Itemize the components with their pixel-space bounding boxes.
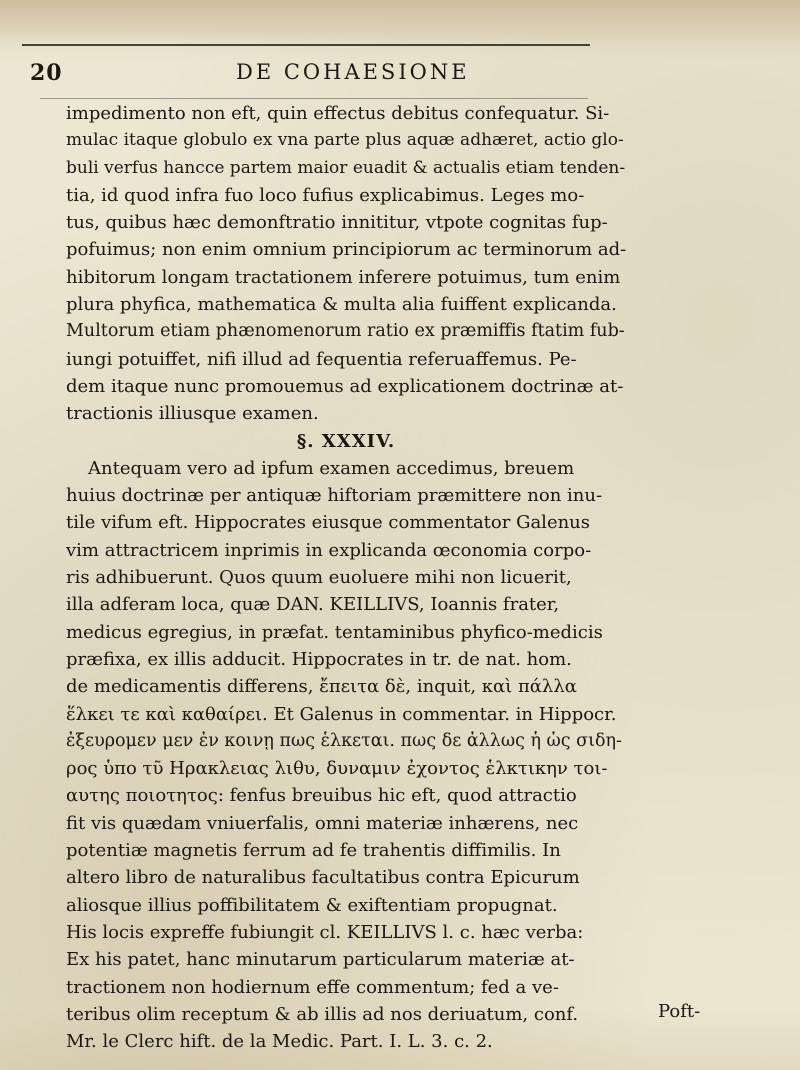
text-line: huius doctrinæ per antiquæ hiftoriam præmittere non inu- (66, 485, 603, 507)
text-line: aliosque illius poffibilitatem & exiftentiam propugnat. (66, 894, 558, 916)
text-line: vim attractricem inprimis in explicanda œconomia corpo- (66, 539, 592, 561)
text-line: ρος ὑπο τῦ Ηρακλειας λιθυ, δυναμιν ἐχοντος ἑλκτικην τοι- (66, 758, 608, 780)
text-line: Ex his patet, hanc minutarum particularum materiæ at- (66, 949, 575, 971)
text-line: dem itaque nunc promouemus ad explicationem doctrinæ at- (66, 375, 624, 397)
text-line: Mr. le Clerc hift. de la Medic. Part. I. L. 3. c. 2. (66, 1031, 493, 1053)
text-line: potentiæ magnetis ferrum ad fe trahentis diffimilis. In (66, 840, 561, 862)
text-line: plura phyfica, mathematica & multa alia fuiffent explicanda. (66, 294, 617, 316)
text-line: pofuimus; non enim omnium principiorum ac terminorum ad- (66, 239, 626, 261)
text-line: præfixa, ex illis adducit. Hippocrates in tr. de nat. hom. (66, 648, 572, 670)
text-line: hibitorum longam tractationem inferere potuimus, tum enim (66, 266, 621, 288)
text-line: iungi potuiffet, nifi illud ad fequentia referuaffemus. Pe- (66, 348, 577, 370)
page-top-edge (0, 0, 800, 42)
catch-word: Poft- (658, 1001, 701, 1022)
text-line: ris adhibuerunt. Quos quum euoluere mihi non licuerit, (66, 567, 572, 589)
body-rule (40, 98, 588, 99)
text-line: fit vis quædam vniuerfalis, omni materiæ inhærens, nec (66, 812, 579, 834)
text-line: Multorum etiam phænomenorum ratio ex præmiffis ftatim fub- (66, 321, 625, 342)
running-head (30, 60, 590, 90)
text-line: tile vifum eft. Hippocrates eiusque commentator Galenus (66, 512, 591, 534)
text-line: ἐξευρομεν μεν ἐν κοινῃ πως ἑλκεται. πως δε ἀλλως ἡ ὡς σιδη- (66, 730, 622, 751)
text-line: impedimento non eft, quin effectus debitus confequatur. Si- (66, 103, 610, 124)
text-line: medicus egregius, in præfat. tentaminibus phyfico-medicis (66, 621, 603, 643)
text-line: de medicamentis differens, ἔπειτα δὲ, inquit, καὶ πάλλα (66, 676, 577, 698)
page-number: 20 (30, 60, 63, 86)
text-line: αυτης ποιοτητος: fenfus breuibus hic eft, quod attractio (66, 785, 577, 807)
text-line: tractionem non hodiernum effe commentum; fed a ve- (66, 976, 559, 998)
text-line: mulac itaque globulo ex vna parte plus aquæ adhæret, actio glo- (66, 130, 624, 151)
text-block (66, 100, 626, 1055)
text-line: buli verfus hancce partem maior euadit & actualis etiam tenden- (66, 157, 626, 178)
text-line: ἕλκει τε καὶ καθαίρει. Et Galenus in commentar. in Hippocr. (66, 703, 617, 725)
text-line: Antequam vero ad ipfum examen accedimus, breuem (88, 457, 575, 479)
running-title: DE COHAESIONE (236, 60, 470, 84)
text-line: His locis expreffe fubiungit cl. KEILLIVS l. c. hæc verba: (66, 921, 584, 943)
text-line: tractionis illiusque examen. (66, 403, 319, 425)
text-line: teribus olim receptum & ab illis ad nos deriuatum, conf. (66, 1003, 579, 1025)
text-line: altero libro de naturalibus facultatibus contra Epicurum (66, 867, 580, 889)
text-line: tia, id quod infra fuo loco fufius explicabimus. Leges mo- (66, 184, 585, 206)
header-rule (22, 44, 590, 46)
text-line: illa adferam loca, quæ DAN. KEILLIVS, Ioannis frater, (66, 594, 560, 616)
section-heading: §. XXXIV. (296, 430, 396, 452)
text-line: tus, quibus hæc demonftratio innititur, vtpote cognitas fup- (66, 212, 608, 234)
